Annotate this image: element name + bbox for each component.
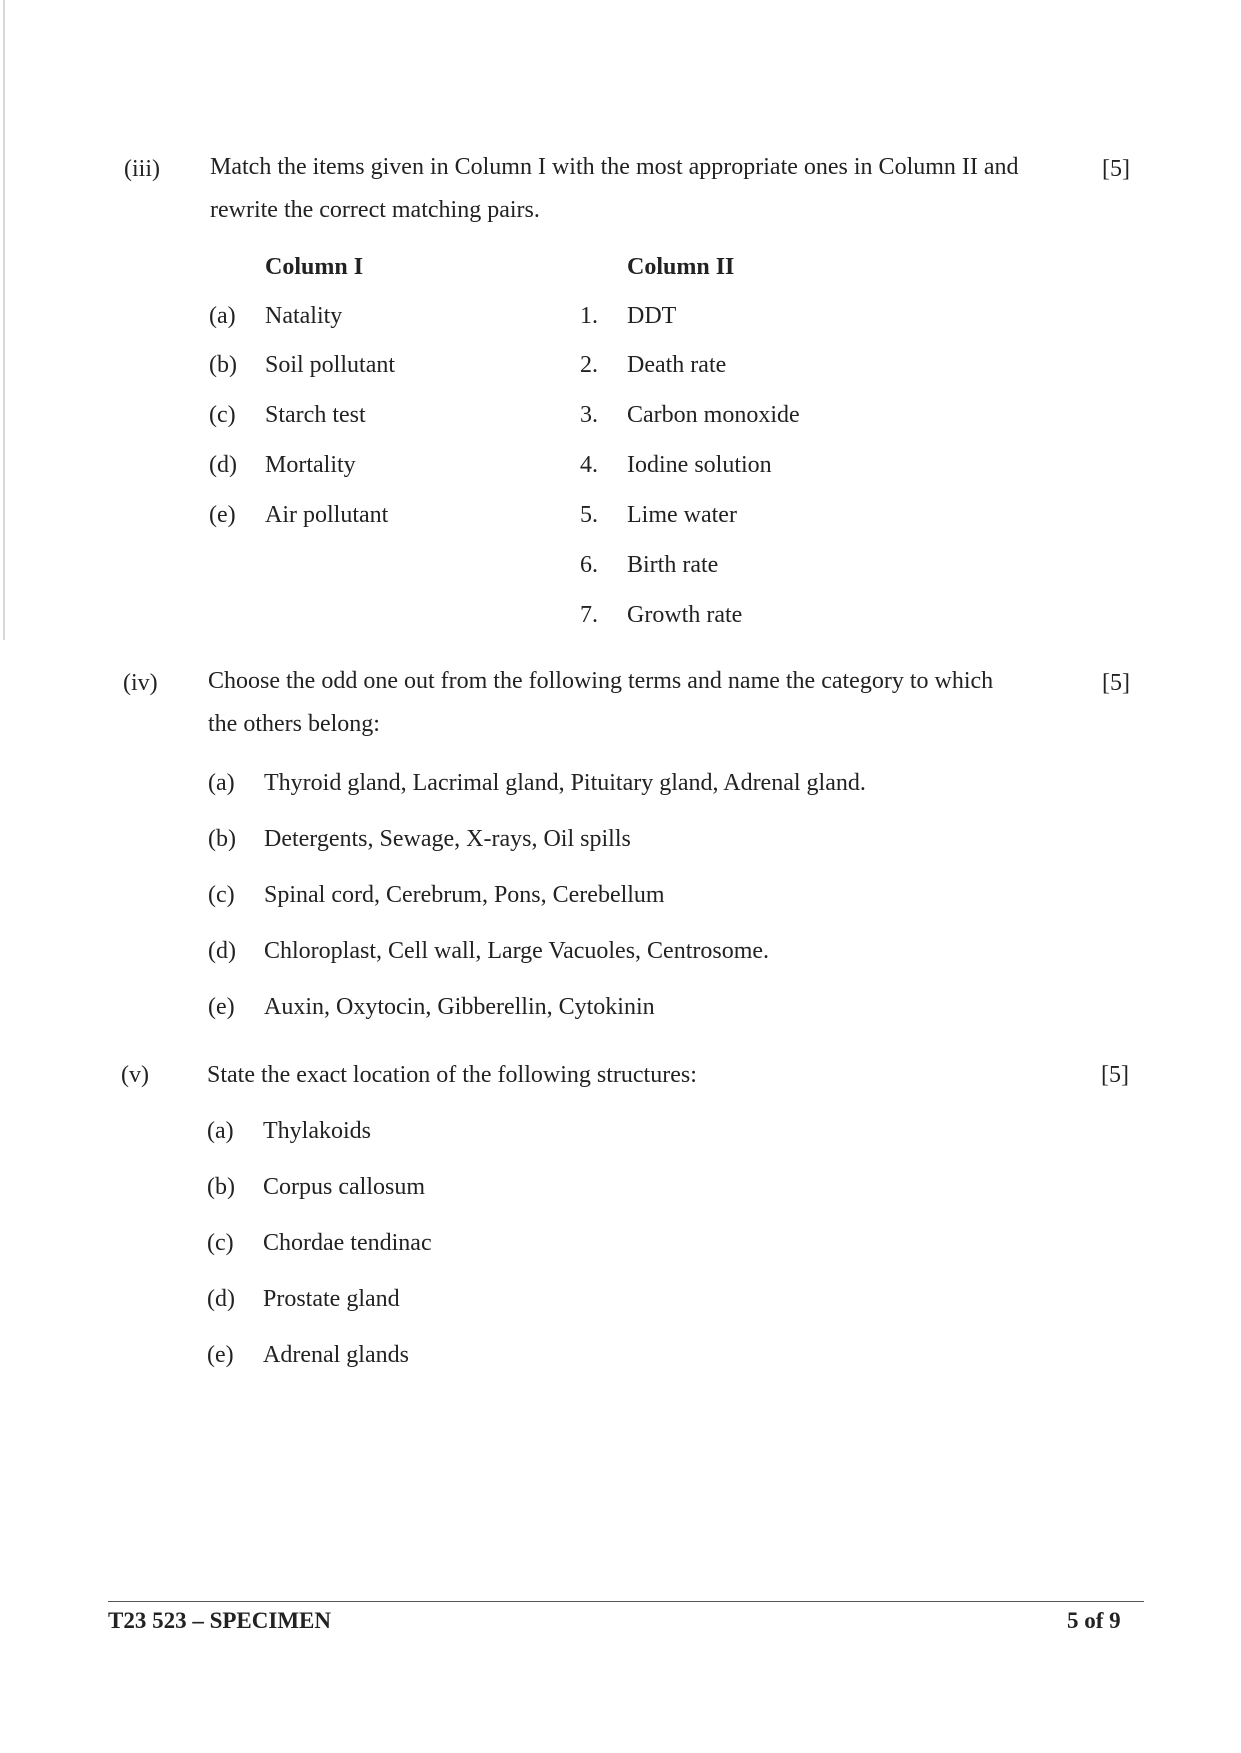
list-item-label: (a) [207, 1118, 234, 1144]
marks: [5] [1102, 156, 1130, 182]
question-number: (v) [121, 1062, 149, 1088]
scan-edge-line [3, 0, 5, 640]
footer-rule [108, 1601, 1144, 1602]
list-item: DDT [627, 303, 677, 329]
list-item-label: (e) [207, 1342, 234, 1368]
list-item: Air pollutant [265, 502, 389, 528]
footer-page-number: 5 of 9 [1067, 1608, 1121, 1633]
marks: [5] [1102, 670, 1130, 696]
list-item: Auxin, Oxytocin, Gibberellin, Cytokinin [264, 994, 655, 1020]
list-item-label: 3. [580, 402, 598, 428]
list-item-label: (e) [209, 502, 236, 528]
list-item-label: 4. [580, 452, 598, 478]
list-item: Iodine solution [627, 452, 772, 478]
list-item-label: (b) [208, 826, 236, 852]
list-item: Thylakoids [263, 1118, 371, 1144]
list-item: Starch test [265, 402, 366, 428]
list-item-label: (d) [209, 452, 237, 478]
list-item-label: 6. [580, 552, 598, 578]
list-item-label: (a) [208, 770, 235, 796]
list-item-label: 1. [580, 303, 598, 329]
list-item: Natality [265, 303, 343, 329]
question-text: State the exact location of the following structures: [207, 1062, 697, 1088]
question-number: (iii) [124, 156, 160, 182]
list-item: Adrenal glands [263, 1342, 409, 1368]
column-ii-header: Column II [627, 254, 735, 280]
list-item-label: (a) [209, 303, 236, 329]
column-i-header: Column I [265, 254, 364, 280]
list-item-label: (c) [209, 402, 236, 428]
question-text: Match the items given in Column I with the most appropriate ones in Column II and rewrite the correct matching pairs. [210, 154, 1019, 223]
list-item-label: (b) [207, 1174, 235, 1200]
list-item-label: 5. [580, 502, 598, 528]
list-item-label: (c) [207, 1230, 234, 1256]
list-item-label: 7. [580, 602, 598, 628]
marks: [5] [1101, 1062, 1129, 1088]
list-item-label: (c) [208, 882, 235, 908]
question-number: (iv) [123, 670, 158, 696]
list-item: Spinal cord, Cerebrum, Pons, Cerebellum [264, 882, 665, 908]
list-item: Birth rate [627, 552, 719, 578]
list-item: Prostate gland [263, 1286, 400, 1312]
list-item: Soil pollutant [265, 352, 396, 378]
list-item: Detergents, Sewage, X-rays, Oil spills [264, 826, 631, 852]
list-item-label: (b) [209, 352, 237, 378]
list-item: Chloroplast, Cell wall, Large Vacuoles, Centrosome. [264, 938, 770, 964]
list-item-label: (d) [208, 938, 236, 964]
list-item: Death rate [627, 352, 727, 378]
list-item: Mortality [265, 452, 356, 478]
list-item: Corpus callosum [263, 1174, 425, 1200]
list-item: Lime water [627, 502, 737, 528]
list-item-label: 2. [580, 352, 598, 378]
list-item: Chordae tendinac [263, 1230, 432, 1256]
list-item-label: (e) [208, 994, 235, 1020]
list-item: Thyroid gland, Lacrimal gland, Pituitary gland, Adrenal gland. [264, 770, 866, 796]
list-item: Carbon monoxide [627, 402, 800, 428]
question-text: Choose the odd one out from the following terms and name the category to which the others belong: [208, 668, 994, 737]
list-item: Growth rate [627, 602, 743, 628]
list-item-label: (d) [207, 1286, 235, 1312]
footer-paper-code: T23 523 – SPECIMEN [108, 1608, 331, 1633]
